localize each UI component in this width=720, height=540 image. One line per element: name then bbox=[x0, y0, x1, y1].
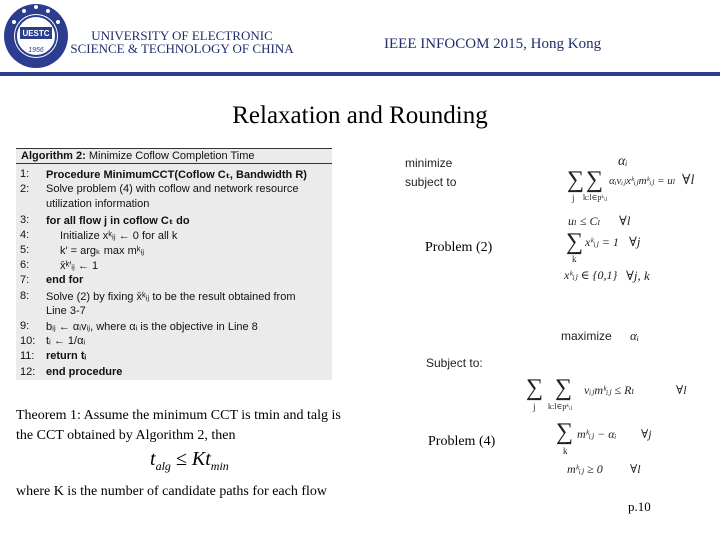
theorem-inequality bbox=[150, 448, 229, 474]
algorithm-line-text: return tᵢ bbox=[46, 350, 87, 363]
p4-subject-label: Subject to: bbox=[426, 356, 483, 370]
p2-c3-sum: ∑ bbox=[566, 229, 584, 255]
university-line-1: UNIVERSITY OF ELECTRONIC bbox=[91, 28, 273, 43]
algorithm-line-number: 6: bbox=[20, 259, 30, 272]
ineq-sub-alg: alg bbox=[155, 459, 171, 473]
algorithm-line bbox=[16, 183, 332, 197]
p4-c1-body: vᵢⱼmᵏᵢⱼ ≤ Rₗ bbox=[584, 383, 635, 397]
algorithm-line-text: utilization information bbox=[46, 198, 150, 211]
p2-c3-forall: ∀j bbox=[629, 234, 641, 249]
university-logo bbox=[2, 2, 70, 70]
theorem-line-2: the CCT obtained by Algorithm 2, then bbox=[16, 428, 236, 443]
algorithm-line bbox=[16, 290, 332, 304]
university-line-2: SCIENCE & TECHNOLOGY OF CHINA bbox=[70, 41, 294, 56]
algorithm-line-text: bᵢⱼ ← αᵢvᵢⱼ, where αᵢ is the objective in Line 8 bbox=[46, 321, 258, 333]
logo-text: UESTC bbox=[22, 29, 50, 38]
p4-c3: mᵏᵢⱼ ≥ 0 bbox=[567, 462, 603, 476]
algorithm-top-rule bbox=[16, 148, 332, 149]
algorithm-header bbox=[21, 150, 255, 162]
algorithm-line bbox=[16, 229, 332, 243]
p2-c4: xᵏᵢⱼ ∈ {0,1} bbox=[564, 268, 618, 282]
algorithm-line-text: x̄ᵏ′ᵢⱼ ← 1 bbox=[60, 260, 99, 273]
algorithm-label: Algorithm 2: bbox=[21, 150, 86, 162]
p4-c2-body: mᵏᵢⱼ − αᵢ bbox=[577, 427, 617, 441]
theorem-text bbox=[16, 406, 400, 446]
header-rule bbox=[0, 72, 720, 76]
algorithm-line-number: 5: bbox=[20, 244, 30, 256]
p2-c3-body: xᵏᵢⱼ = 1 bbox=[585, 235, 619, 249]
ineq-sub-min: min bbox=[210, 459, 229, 473]
algorithm-line-number: 2: bbox=[20, 183, 30, 196]
algorithm-line bbox=[16, 366, 332, 380]
problem-4-label: Problem (4) bbox=[428, 434, 496, 449]
page-number: p.10 bbox=[628, 499, 651, 514]
p2-c2: uₗ ≤ Cₗ bbox=[568, 214, 601, 228]
algorithm-line-number: 10: bbox=[20, 335, 36, 348]
p4-c2-forall: ∀j bbox=[641, 427, 652, 441]
algorithm-line-number: 7: bbox=[20, 274, 30, 287]
p4-objective: αᵢ bbox=[630, 328, 639, 343]
algorithm-line-number: 8: bbox=[20, 289, 30, 302]
algorithm-line-text: for all flow j in coflow Cₜ do bbox=[46, 214, 190, 227]
algorithm-line bbox=[16, 168, 332, 182]
p4-c1-sum-1: ∑ bbox=[526, 375, 544, 401]
algorithm-line-number: 4: bbox=[20, 228, 30, 241]
algorithm-line bbox=[16, 305, 332, 319]
algorithm-line bbox=[16, 274, 332, 288]
p2-objective: αᵢ bbox=[618, 154, 628, 169]
algorithm-line-number: 9: bbox=[20, 320, 30, 332]
p2-c4-forall: ∀j, k bbox=[626, 268, 650, 283]
algorithm-line-text: end procedure bbox=[46, 365, 123, 378]
subject-to-label: subject to bbox=[405, 175, 457, 189]
logo-year: 1956 bbox=[28, 47, 44, 54]
p2-c1-index-k: k:l∈pᵏᵢⱼ bbox=[583, 193, 608, 202]
algorithm-box bbox=[16, 148, 332, 380]
p4-c1-forall: ∀l bbox=[676, 383, 687, 397]
p4-c2-sum: ∑ bbox=[556, 419, 574, 445]
slide-title: Relaxation and Rounding bbox=[232, 102, 488, 129]
p4-c1-index-j: j bbox=[533, 402, 536, 412]
algorithm-line-text: Solve problem (4) with coflow and network resource bbox=[46, 183, 299, 196]
algorithm-line-text: k′ = argₖ max mᵏᵢⱼ bbox=[60, 245, 145, 257]
p4-c1-index-k: k:l∈pᵏᵢⱼ bbox=[548, 402, 573, 411]
algorithm-line bbox=[16, 214, 332, 228]
algorithm-line-number: 12: bbox=[20, 365, 36, 378]
algorithm-line bbox=[16, 335, 332, 349]
p2-c2-forall: ∀l bbox=[619, 213, 631, 228]
algorithm-line-number: 1: bbox=[20, 168, 30, 180]
p2-c1-body: αᵢvᵢⱼxᵏᵢⱼmᵏᵢⱼ = uₗ bbox=[609, 175, 676, 187]
algorithm-name: Minimize Coflow Completion Time bbox=[88, 150, 255, 162]
algorithm-line-number: 3: bbox=[20, 213, 30, 226]
algorithm-line-text: Procedure MinimumCCT(Coflow Cₜ, Bandwidth R) bbox=[46, 169, 307, 181]
p4-c2-index: k bbox=[563, 446, 568, 456]
algorithm-line-number: 11: bbox=[20, 350, 35, 363]
p2-c1-sum-1: ∑ bbox=[567, 167, 585, 193]
algorithm-header-rule bbox=[16, 163, 332, 164]
p4-c1-sum-2: ∑ bbox=[555, 375, 573, 401]
ineq-op: ≤ Kt bbox=[170, 448, 211, 470]
problem-2-label: Problem (2) bbox=[425, 240, 493, 255]
p2-c1-index-j: j bbox=[572, 193, 575, 203]
algorithm-line-text: Initialize xᵏᵢⱼ ← 0 for all k bbox=[60, 229, 178, 242]
algorithm-line-text: Solve (2) by fixing x̄ᵏᵢⱼ to be the result obtained from bbox=[46, 290, 296, 303]
algorithm-line-text: end for bbox=[46, 274, 84, 287]
algorithm-line-text: Line 3-7 bbox=[46, 304, 86, 317]
p4-c3-forall: ∀l bbox=[630, 462, 641, 476]
algorithm-line bbox=[16, 320, 332, 334]
algorithm-line bbox=[16, 244, 332, 258]
where-text: where K is the number of candidate paths for each flow bbox=[16, 484, 327, 499]
conference-name: IEEE INFOCOM 2015, Hong Kong bbox=[384, 36, 602, 52]
p2-c1-sum-2: ∑ bbox=[586, 167, 604, 193]
algorithm-line bbox=[16, 259, 332, 273]
university-name bbox=[64, 29, 300, 55]
algorithm-line bbox=[16, 350, 332, 364]
ineq-t: t bbox=[150, 448, 156, 470]
maximize-label: maximize bbox=[561, 329, 612, 343]
algorithm-line-text: tᵢ ← 1/αᵢ bbox=[46, 335, 86, 348]
p2-c3-index: k bbox=[572, 254, 577, 264]
algorithm-line bbox=[16, 198, 332, 212]
p2-c1-forall: ∀l bbox=[682, 173, 695, 188]
theorem-line-1: Theorem 1: Assume the minimum CCT is tmin and talg is bbox=[16, 408, 341, 423]
minimize-label: minimize bbox=[405, 156, 453, 170]
